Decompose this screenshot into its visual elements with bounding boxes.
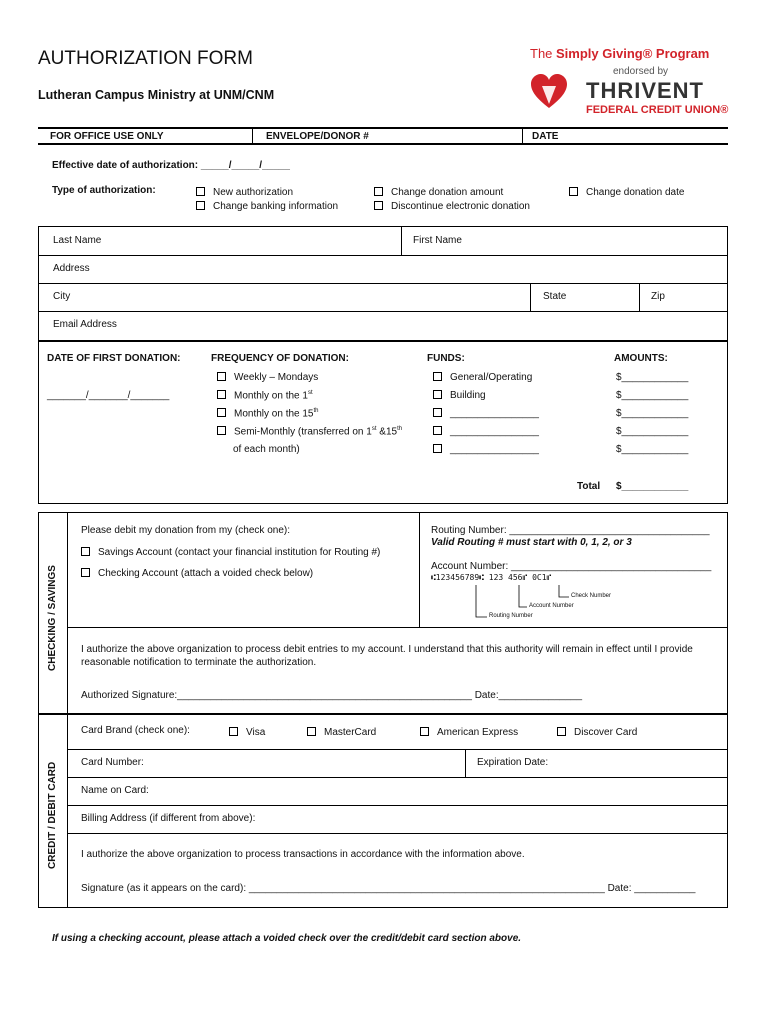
credit-debit-side-label: CREDIT / DEBIT CARD <box>47 761 58 869</box>
checking-savings-side-label: CHECKING / SAVINGS <box>47 565 58 671</box>
option-label: ________________ <box>450 444 539 455</box>
option-label: Discover Card <box>574 727 638 738</box>
checkbox[interactable] <box>433 426 442 435</box>
amount-field[interactable]: $____________ <box>616 444 689 455</box>
office-use-label: FOR OFFICE USE ONLY <box>50 131 164 142</box>
freq-monthly-1st-option[interactable] <box>217 390 313 401</box>
logo-prefix: The <box>530 46 557 61</box>
mastercard-option[interactable] <box>307 727 376 738</box>
checkbox[interactable] <box>433 372 442 381</box>
name-on-card-field[interactable]: Name on Card: <box>81 785 149 796</box>
checkbox[interactable] <box>374 187 383 196</box>
amount-field[interactable]: $____________ <box>616 426 689 437</box>
expiration-date-field[interactable]: Expiration Date: <box>477 757 549 768</box>
logo-line3: THRIVENT <box>586 78 704 103</box>
option-label: Weekly – Mondays <box>234 372 319 383</box>
heart-logo-icon <box>530 74 568 110</box>
envelope-donor-label: ENVELOPE/DONOR # <box>266 131 369 142</box>
debit-from-label: Please debit my donation from my (check one): <box>81 525 290 536</box>
amount-field[interactable]: $____________ <box>616 408 689 419</box>
amount-field[interactable]: $____________ <box>616 372 689 383</box>
frequency-label: FREQUENCY OF DONATION: <box>211 353 349 364</box>
donor-info-grid <box>38 226 728 340</box>
donation-section <box>38 340 728 504</box>
savings-account-option[interactable] <box>81 547 380 558</box>
amount-field[interactable]: $____________ <box>616 390 689 401</box>
card-authorization-text: I authorize the above organization to process transactions in accordance with the information above. <box>81 849 525 860</box>
first-name-field[interactable]: First Name <box>413 235 462 246</box>
check-number-label: Check Number <box>571 593 612 599</box>
routing-note: Valid Routing # must start with 0, 1, 2, or 3 <box>431 537 632 548</box>
email-field[interactable]: Email Address <box>53 319 117 330</box>
option-label: Building <box>450 390 486 401</box>
superscript: th <box>313 408 319 414</box>
credit-debit-section <box>38 714 728 908</box>
option-label: Monthly on the 15 <box>234 408 314 420</box>
option-label: MasterCard <box>324 727 377 738</box>
option-label: Checking Account (attach a voided check below) <box>98 568 314 579</box>
account-number-label: Account Number <box>529 603 574 609</box>
amex-option[interactable] <box>420 727 518 738</box>
logo-line4: FEDERAL CREDIT UNION® <box>586 104 729 116</box>
freq-semi-monthly-line2: of each month) <box>233 444 300 455</box>
checkbox[interactable] <box>217 408 226 417</box>
form-title: AUTHORIZATION FORM <box>38 48 253 69</box>
office-use-bar <box>38 127 728 145</box>
checkbox[interactable] <box>433 390 442 399</box>
total-field[interactable]: $____________ <box>616 481 689 492</box>
fund-blank-option[interactable] <box>433 408 539 419</box>
checkbox[interactable] <box>196 187 205 196</box>
checkbox[interactable] <box>433 408 442 417</box>
fund-general-option[interactable] <box>433 372 532 383</box>
checkbox[interactable] <box>217 390 226 399</box>
checkbox[interactable] <box>217 372 226 381</box>
superscript: st <box>371 426 377 432</box>
checking-account-option[interactable] <box>81 568 313 579</box>
amounts-label: AMOUNTS: <box>614 353 668 364</box>
option-label-mid: &15 <box>376 426 398 438</box>
option-label: American Express <box>437 727 519 738</box>
checkbox[interactable] <box>420 727 429 736</box>
office-date-label: DATE <box>532 131 559 142</box>
fund-blank-option[interactable] <box>433 426 539 437</box>
option-label: Visa <box>246 727 266 738</box>
logo-brand: Simply Giving <box>556 46 643 61</box>
state-field[interactable]: State <box>543 291 567 302</box>
authorized-signature-field[interactable]: Authorized Signature:_____________________________________________________ Date:_______________ <box>81 690 583 701</box>
checkbox[interactable] <box>81 568 90 577</box>
card-number-field[interactable]: Card Number: <box>81 757 144 768</box>
checkbox[interactable] <box>307 727 316 736</box>
option-label: Change banking information <box>213 201 339 212</box>
address-field[interactable]: Address <box>53 263 90 274</box>
freq-weekly-option[interactable] <box>217 372 318 383</box>
logo-line1 <box>530 46 709 61</box>
billing-address-field[interactable]: Billing Address (if different from above): <box>81 813 256 824</box>
option-label: Savings Account (contact your financial institution for Routing #) <box>98 547 381 558</box>
thrivent-logo <box>528 44 728 122</box>
card-signature-field[interactable]: Signature (as it appears on the card): ________________________________________________________________ Date: ___________ <box>81 883 696 894</box>
checkbox[interactable] <box>196 201 205 210</box>
fund-building-option[interactable] <box>433 390 486 401</box>
effective-date-field[interactable]: Effective date of authorization: _____/_____/_____ <box>52 160 290 171</box>
last-name-field[interactable]: Last Name <box>53 235 102 246</box>
city-field[interactable]: City <box>53 291 71 302</box>
checkbox[interactable] <box>557 727 566 736</box>
fund-blank-option[interactable] <box>433 444 539 455</box>
account-number-field[interactable]: Account Number: ____________________________________ <box>431 561 712 572</box>
option-label: Change donation date <box>586 187 685 198</box>
superscript: st <box>307 390 313 396</box>
option-change-date[interactable] <box>569 187 684 198</box>
funds-label: FUNDS: <box>427 353 465 364</box>
micr-line: ⑆123456789⑆ 123 456⑈ 0C1⑈ <box>431 573 552 582</box>
option-discontinue[interactable] <box>374 201 530 212</box>
first-donation-field[interactable]: _______/_______/_______ <box>47 390 170 401</box>
total-label: Total <box>577 481 601 492</box>
option-change-banking[interactable] <box>196 201 338 212</box>
type-of-authorization-label: Type of authorization: <box>52 185 156 196</box>
footer-note: If using a checking account, please attach a voided check over the credit/debit card section above. <box>52 933 522 944</box>
freq-monthly-15th-option[interactable] <box>217 408 319 419</box>
checkbox[interactable] <box>374 201 383 210</box>
option-change-amount[interactable] <box>374 187 503 198</box>
form-subtitle: Lutheran Campus Ministry at UNM/CNM <box>38 88 275 102</box>
freq-semi-monthly-option[interactable] <box>217 426 402 437</box>
debit-authorization-text: I authorize the above organization to process debit entries to my account. I understand that this authority will remain in effect until I provide reasonable notification to terminate the authorization. <box>81 644 693 668</box>
routing-number-label: Routing Number <box>489 613 533 619</box>
card-brand-label: Card Brand (check one): <box>81 725 190 736</box>
checkbox[interactable] <box>81 547 90 556</box>
logo-line2: endorsed by <box>613 66 669 77</box>
option-label: Change donation amount <box>391 187 504 198</box>
option-new-authorization[interactable] <box>196 187 293 198</box>
option-label: Discontinue electronic donation <box>391 201 530 212</box>
option-label: ________________ <box>450 408 539 419</box>
checkbox[interactable] <box>229 727 238 736</box>
option-label: General/Operating <box>450 372 533 383</box>
option-label: New authorization <box>213 187 294 198</box>
checking-savings-section <box>38 512 728 714</box>
checkbox[interactable] <box>569 187 578 196</box>
discover-option[interactable] <box>557 727 637 738</box>
visa-option[interactable] <box>229 727 265 738</box>
logo-suffix: ® Program <box>642 46 710 61</box>
checkbox[interactable] <box>217 426 226 435</box>
option-label: Semi-Monthly (transferred on 1 <box>234 426 372 438</box>
superscript: th <box>397 426 403 432</box>
routing-number-field[interactable]: Routing Number: ____________________________________ <box>431 525 710 536</box>
first-donation-label: DATE OF FIRST DONATION: <box>47 353 181 364</box>
option-label: ________________ <box>450 426 539 437</box>
zip-field[interactable]: Zip <box>651 291 665 302</box>
option-label: Monthly on the 1 <box>234 390 308 402</box>
checkbox[interactable] <box>433 444 442 453</box>
